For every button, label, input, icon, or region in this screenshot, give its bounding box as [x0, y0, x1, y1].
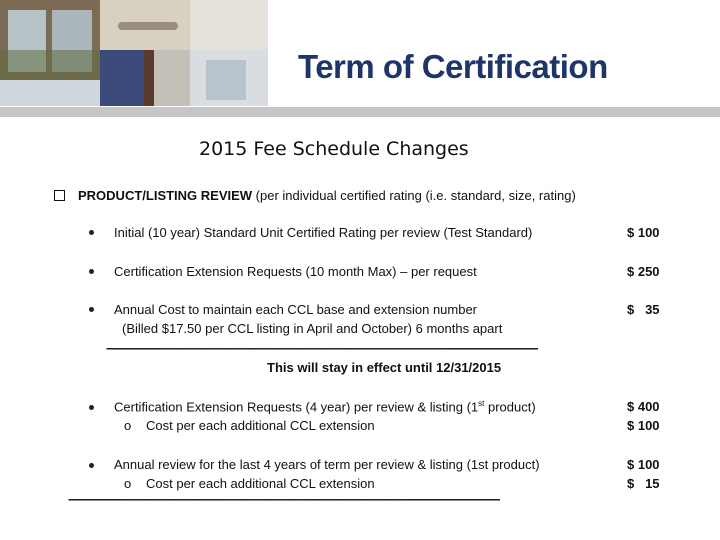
fee-subitem [124, 418, 375, 433]
page-title: Term of Certification [298, 48, 608, 85]
section-heading-rest: (per individual certified rating (i.e. standard, size, rating) [252, 188, 576, 203]
fee-item-text: Certification Extension Requests (10 month Max) – per request [114, 264, 477, 279]
square-bullet-icon [54, 190, 65, 201]
fee-item-text: Annual Cost to maintain each CCL base and extension number [114, 302, 478, 317]
fee-subitem-price: $ 15 [627, 476, 660, 491]
header-divider [0, 107, 720, 117]
fee-item-text: Annual review for the last 4 years of term per review & listing (1st product) [114, 457, 540, 472]
header-photo-collage [0, 0, 268, 106]
bullet-dot-icon [89, 307, 94, 312]
hollow-bullet-icon: o [124, 476, 132, 491]
bullet-dot-icon [89, 463, 94, 468]
fee-item-text [114, 399, 536, 414]
fee-subitem [124, 476, 375, 491]
section-heading-bold: PRODUCT/LISTING REVIEW [78, 188, 253, 203]
fee-item-text: Initial (10 year) Standard Unit Certified Rating per review (Test Standard) [114, 225, 533, 240]
fee-subitem-text: Cost per each additional CCL extension [146, 476, 375, 491]
dashed-divider: ------------------------------------------------------------------------------------------------------------------------------------------------ [68, 492, 500, 506]
fee-item-text-b: product) [484, 399, 536, 415]
effective-date-note: This will stay in effect until 12/31/2015 [267, 360, 502, 375]
hollow-bullet-icon: o [124, 418, 132, 433]
fee-subitem-price: $ 100 [627, 418, 660, 433]
section-heading [78, 188, 576, 203]
fee-subitem-text: Cost per each additional CCL extension [146, 418, 375, 433]
fee-item-subtext: (Billed $17.50 per CCL listing in April and October) 6 months apart [122, 321, 503, 336]
fee-item-price: $ 400 [627, 399, 660, 414]
fee-item-text-a: Certification Extension Requests (4 year) per review & listing (1 [114, 399, 479, 415]
fee-item-price: $ 35 [627, 302, 660, 317]
dashed-divider: ------------------------------------------------------------------------------------------------------------------------------------------------ [106, 341, 538, 355]
fee-schedule-subtitle: 2015 Fee Schedule Changes [199, 138, 469, 160]
bullet-dot-icon [89, 405, 94, 410]
bullet-dot-icon [89, 230, 94, 235]
ordinal-suffix: st [478, 399, 485, 408]
fee-item-price: $ 100 [627, 457, 660, 472]
fee-item-price: $ 100 [627, 225, 660, 240]
bullet-dot-icon [89, 269, 94, 274]
fee-item-price: $ 250 [627, 264, 660, 279]
